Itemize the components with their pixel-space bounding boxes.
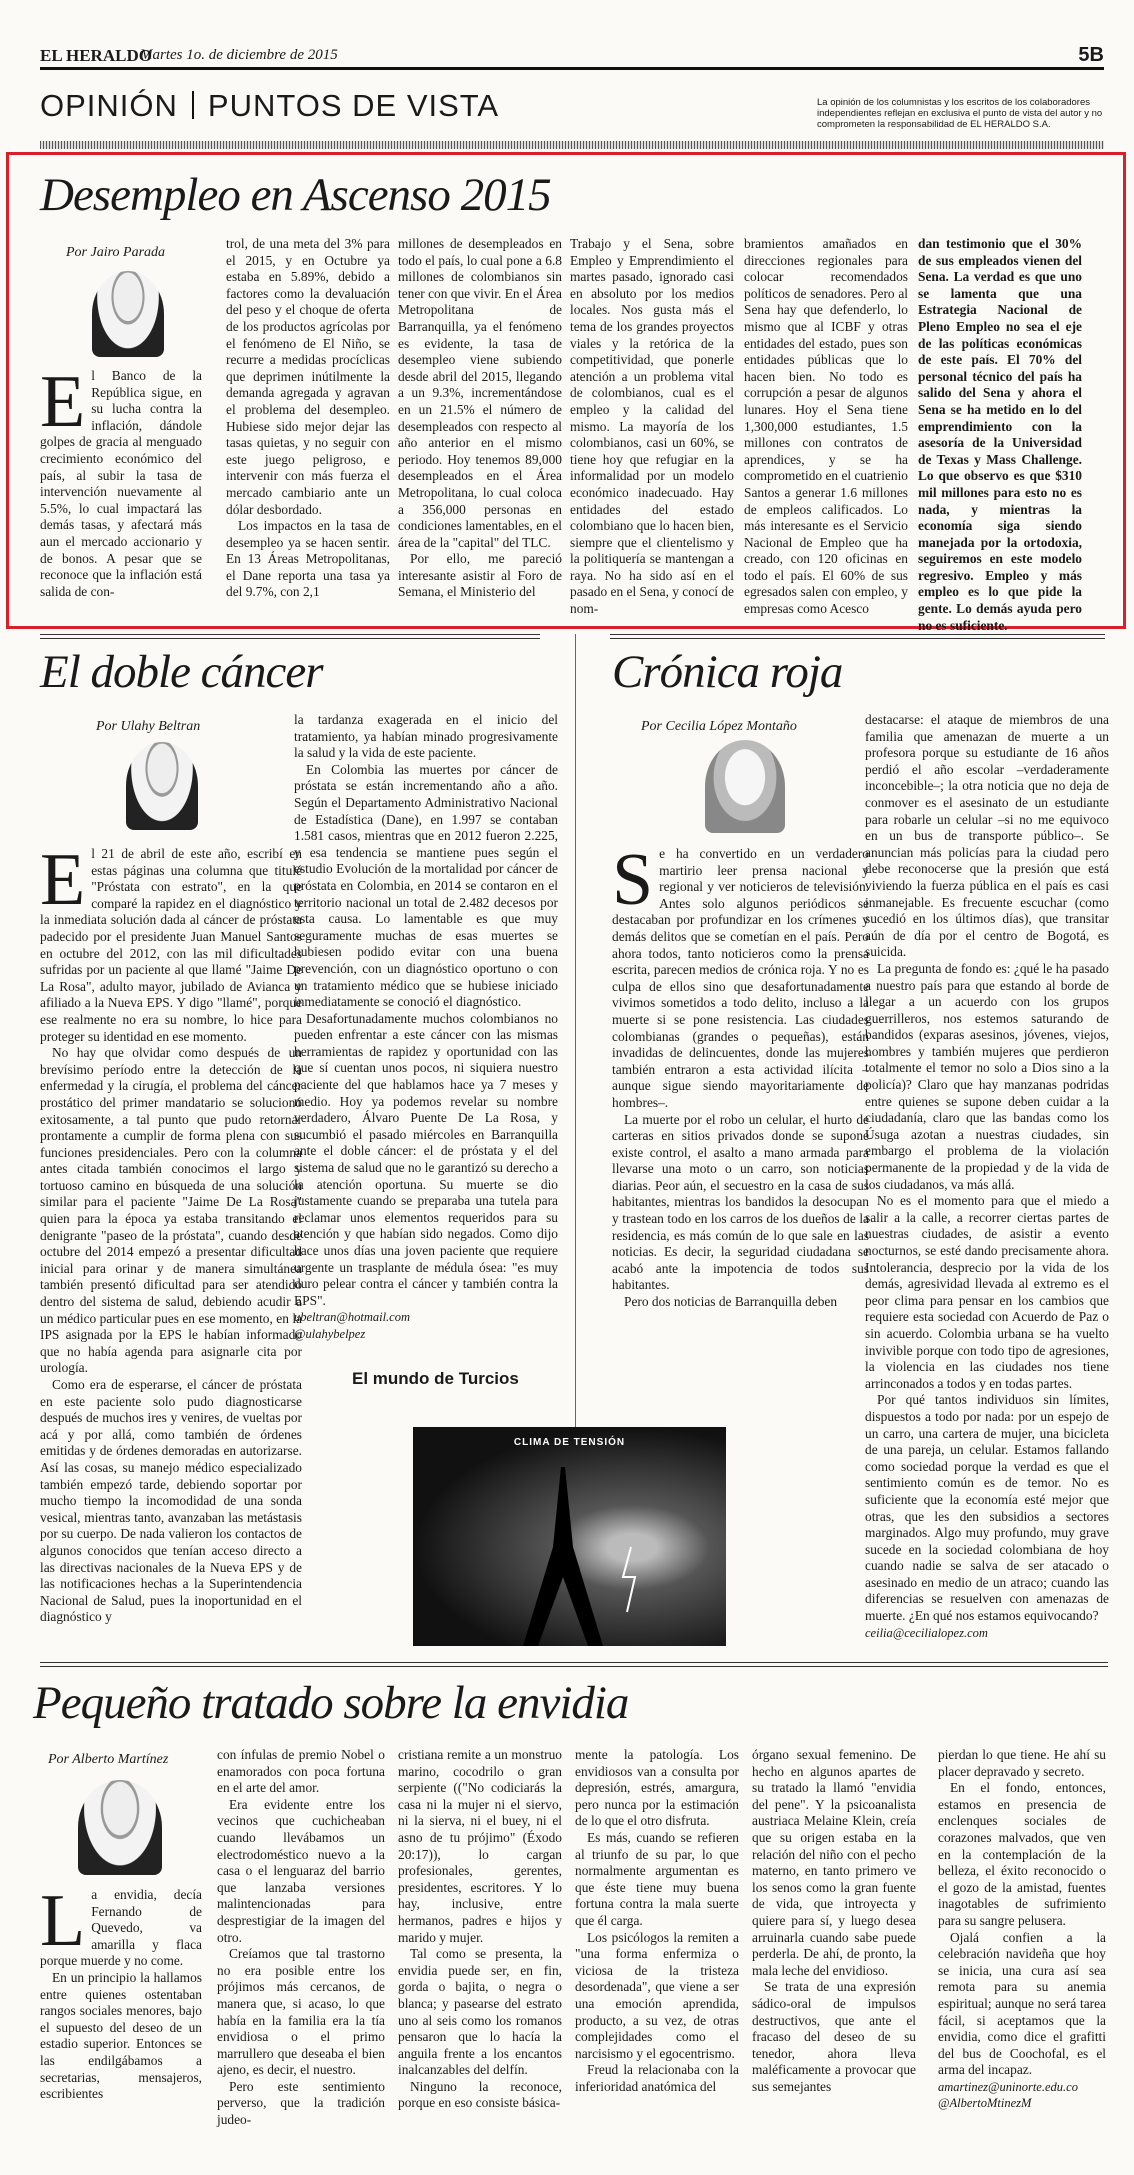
author-email[interactable]: ubeltran@hotmail.com [294, 1310, 411, 1325]
section-separator [192, 91, 194, 119]
paragraph: millones de desempleados en todo el país, lo cual pone a 6.8 millones de colombianos sin tener con que vivir. En el Área Metropolitana de Barranquilla, ya el fenómeno es evidente, la tasa de desempleo viene subiendo desde abril del 2015, llegando a un 9.3%, incrementándose en un 21.5% el número de desempleados con respecto al año anterior en el mismo periodo. Hoy tenemos 89,000 desempleados en el Área Metropolitana, lo cual coloca a 356,000 personas en condiciones lamentables, en el área de la "capital" del TLC. [398, 236, 562, 550]
paragraph: trol, de una meta del 3% para el 2015, y en Octubre ya estaba en 5.89%, debido a factores como la devaluación del peso y el choque de oferta de los productos agrícolas por el fenómeno de El Niño, se recurre a medidas procíclicas que deprimen inútilmente la demanda agregada y agravan el problema del desempleo. Hubiese sido mejor dejar las tasas quietas, y no seguir con este juego peligroso, e intervenir con más fuerza el mercado cambiario ante un dólar desbordado. [226, 236, 390, 517]
column-text [226, 236, 390, 624]
paragraph: Creíamos que tal trastorno no era posible entre los prójimos más cercanos, de manera que, si acaso, lo que había en la familia era la tía envidiosa o el primo marrullero que deseaba el bien ajeno, es decir, el nuestro. [217, 1946, 385, 2078]
paragraph: mente la patología. Los envidiosos van a consulta por depresión, estrés, amargura, pero nunca por la estimación de lo que el otro disfruta. [575, 1747, 739, 1829]
column-text [865, 712, 1109, 1640]
divider [610, 634, 1105, 639]
paragraph: l 21 de abril de este año, escribí en estas páginas una columna que titulé "Próstata con estrato", en la que comparé la rapidez en el diagnóstico y la inmediata solución dada al cáncer de próstata padecido por el presidente Juan Manuel Santos en octubre del 2012, con las mil dificultades sufridas por un paciente al que llamé "Jaime De La Rosa", adulto mayor, jubilado de Avianca y afiliado a la Nueva EPS. Y digo "llamé", porque ese realmente no era su nombre, lo hice para proteger su identidad en ese momento. [40, 846, 302, 1044]
article-title: Pequeño tratado sobre la envidia [33, 1677, 629, 1729]
masthead [40, 44, 1104, 70]
drop-cap: E [40, 839, 86, 921]
publication-name: EL HERALDO [40, 46, 152, 65]
paragraph: No hay que olvidar como después de un brevísimo período entre la detección de la enfermedad y la cirugía, el problema del cáncer prostático del primer mandatario se solucionó exitosamente, a tal punto que pudo retornar prontamente a cumplir de forma plena con sus funciones presidenciales. Pero con la columna antes citada también conocimos el largo y tortuoso camino en búsqueda de una solución similar para el paciente "Jaime De La Rosa" quien para la época ya estaba transitando el denigrante "paseo de la próstata", cuando desde octubre del 2014 empezó a presentar dificultad inicial para orinar y de manera simultánea también presentó dificultad para ser atendido dentro del sistema de salud, debiendo acudir a un médico particular pues en ese momento, en la IPS asignada por la EPS le habían informado que no había agenda para asignarle cita por urología. [40, 1045, 302, 1376]
cartoon-title: El mundo de Turcios [352, 1369, 519, 1388]
paragraph: Ninguno la reconoce, porque en eso consiste básica- [398, 2078, 562, 2111]
paragraph: destacarse: el ataque de miembros de una familia que amenazan de muerte a un profesora porque su estudiante de 16 años perdió el año escolar –verdaderamente inconcebible–; la otra noticia que no deja de conmover es el asesinato de un estudiante para robarle un celular –si no me equivoco en un bus de transporte público–. Se anuncian más policías para la ciudad pero debe reconocerse que la presión que está viviendo la fuerza pública en el país es casi inmanejable. Es frecuente escuchar (como sucedió en los últimos días), que transitar aún de día por el centro de Bogotá, es suicida. [865, 712, 1109, 960]
byline: Por Cecilia López Montaño [641, 719, 797, 734]
column-text [744, 236, 908, 624]
section-title [40, 88, 499, 124]
article-title: El doble cáncer [40, 646, 323, 698]
paragraph: En Colombia las muertes por cáncer de próstata se están incrementando año a año. Según el Departamento Administrativo Nacional de Estadística (Dane), en 1.997 se contaban 1.581 casos, mientras que en 2012 fueron 2.225, y esa tendencia se mantiene pues según el estudio Evolución de la mortalidad por cáncer de próstata en Colombia, en 2014 se contaron en el territorio nacional un total de 2.482 decesos por esta causa. Lo lamentable es que muy seguramente muchas de esas muertes se hubiesen podido evitar con una buena prevención, con un diagnóstico oportuno o con un tratamiento médico que se hubiese iniciado inmediatamente se conoció el diagnóstico. [294, 761, 558, 1010]
byline: Por Ulahy Beltran [96, 719, 201, 734]
divider [40, 1662, 1108, 1667]
paragraph: Ojalá confien a la celebración navideña que hoy se inicia, una cura así sea remota para su anemia espiritual; aunque no será tarea fácil, si aceptamos que la envidia, como dice el grafitti del bus de Coochofal, es el arma del incapaz. [938, 1929, 1106, 2078]
column-text [40, 361, 202, 621]
author-portrait [705, 740, 785, 833]
paragraph: la tardanza exagerada en el inicio del tratamiento, ya habían minado progresivamente la salud y la vida de este paciente. [294, 712, 558, 761]
section-puntos: PUNTOS DE VISTA [207, 88, 500, 123]
paragraph: No es el momento para que el miedo a salir a la calle, a recorrer ciertas partes de nuestras ciudades, de asistir a evento nocturnos, se esté dando precisamente ahora. Intolerancia, desprecio por la vida de los demás, agresividad llevada al extremo es el peor clima para pensar en los cambios que requiere esta sociedad con Acuerdo de Paz o sin acuerdo. Colombia urbana se ha vuelto invivible porque con todo tipo de agresiones, la violencia en las ciudades nos tiene arrinconados a todos y en todas partes. [865, 1193, 1109, 1391]
paragraph: Los psicólogos la remiten a "una forma enfermiza o viciosa de la tristeza desordenada", que viene a ser una emoción aprendida, producto, a su vez, de otras complejidades como el narcisismo y el egocentrismo. [575, 1929, 739, 2061]
paragraph: con ínfulas de premio Nobel o enamorados con poca fortuna en el arte del amor. [217, 1747, 385, 1796]
column-text [752, 1747, 916, 2170]
author-portrait [92, 271, 164, 357]
author-twitter[interactable]: @ulahybelpez [294, 1326, 366, 1341]
column-text [40, 839, 302, 1625]
paragraph: l Banco de la República sigue, en su lucha contra la inflación, dándole golpes de gracia al menguado crecimiento económico del país, al subir la tasa de intervención nuevamente al 5.5%, lo cual impactará las demás tasas, y afectará más aun el mercado accionario y de bonos. A pesar que se reconoce que la inflación está salida de con- [40, 368, 202, 599]
author-twitter[interactable]: @AlbertoMtinezM [938, 2096, 1032, 2111]
cartoon-caption: CLIMA DE TENSIÓN [513, 1437, 626, 1448]
disclaimer: La opinión de los columnistas y los escritos de los colaboradores independientes reflejan en exclusiva el punto de vista del autor y no comprometen la responsabilidad de EL HERALDO S.A. [817, 97, 1103, 130]
paragraph: cristiana remite a un monstruo marino, cocodrilo o gran serpiente (("No codiciarás la casa ni la mujer ni el siervo, ni la sierva, ni el buey, ni el asno de tu prójimo" (Éxodo 20:17)), lo cargan profesionales, gerentes, presidentes, escritores. Y lo hay, inclusive, entre hermanos, padres e hijos y marido y mujer. [398, 1747, 562, 1945]
paragraph: Trabajo y el Sena, sobre Empleo y Emprendimiento el martes pasado, ignorado casi en absoluto por los medios locales. Nos gusta más el tema de los grandes proyectos viales y la retórica de la competitividad, que ponerle atención a un problema vital de colombianos, cual es el empleo y la calidad del mismo. La mayoría de los colombianos, casi un 60%, se tiene hoy que refugiar en la informalidad por un modelo económico inadecuado. Hay entidades del estado colombiano que lo hacen bien, siempre que el clientelismo y la politiquería se mantengan a raya. No ha sido así en el pasado en el Sena, y conocí de nom- [570, 236, 734, 617]
paragraph: Pero dos noticias de Barranquilla deben [624, 1294, 838, 1310]
paragraph: órgano sexual femenino. De hecho en algunos apartes de su tratado la llamó "envidia del pene". Y la psicoanalista austriaca Melaine Klein, creía que su origen estaba en la relación del niño con el pecho materno, en tanto primero ve los senos como la gran fuente de vida, que introyecta y quiere para sí, y luego desea arruinarla cuando sabe puede perderla. De ahí, de pronto, la mala leche del envidioso. [752, 1747, 916, 1978]
author-email[interactable]: ceilia@cecilialopez.com [865, 1625, 988, 1640]
article-title: Desempleo en Ascenso 2015 [40, 169, 551, 221]
column-text [570, 236, 734, 624]
column-text [294, 712, 558, 1342]
paragraph: dan testimonio que el 30% de sus empleados vienen del Sena. La verdad es que uno se lamenta que una Estrategia Nacional de Pleno Empleo no sea el eje de las políticas económicas de este país. El 70% del personal técnico del país ha salido del Sena y ahora el Sena se ha metido en lo del emprendimiento con la asesoría de la Universidad de Texas y Mass Challenge. Lo que observo es que $310 mil millones para esto no es nada, y mientras la economía siga siendo manejada por la ortodoxia, seguiremos en este modelo regresivo. Empleo y más empleo es lo que pide la gente. Lo demás ayuda pero no es suficiente. [918, 236, 1082, 633]
drop-cap: L [40, 1880, 86, 1962]
paragraph: Los impactos en la tasa de desempleo ya se hacen sentir. En 13 Áreas Metropolitanas, el Dane reporta una tasa ya del 9.7%, con 2,1 [226, 518, 390, 600]
publication-date: Martes 1o. de diciembre de 2015 [140, 47, 338, 63]
paragraph: Tal como se presenta, la envidia puede ser, en fin, gorda o bajita, o negra o blanca; y pasearse del estrato uno al seis como los romanos pensaron que lo hacía la anguila frente a los encantos inalcanzables del delfín. [398, 1946, 562, 2078]
paragraph: Por qué tantos individuos sin límites, dispuestos a todo por nada: por un espejo de un carro, una cartera de mujer, una bicicleta de una pareja, un celular. Estamos fallando como sociedad porque la verdad es que el sentimiento común es de temor. No es suficiente que la economía esté mejor que otras, que les den subsidios a sectores marginados. Algo muy profundo, muy grave sucede en la sociedad colombiana de hoy cuando nadie se salva de ser atacado o asesinado en medio de un atraco; cuando las diferencias se resuelven con amenazas de muerte. ¿En qué nos estamos equivocando? [865, 1392, 1109, 1624]
paragraph: En el fondo, entonces, estamos en presencia de enclenques sociales de corazones malvados, que ven en la contemplación de la belleza, el éxito reconocido o el gozo de la amistad, fuentes inagotables de sufrimiento para su sangre pelusera. [938, 1780, 1106, 1928]
paragraph: Por ello, me pareció interesante asistir al Foro de Semana, el Ministerio del [398, 551, 562, 600]
column-text [612, 839, 869, 1616]
section-stripe [40, 141, 1104, 149]
paragraph: bramientos amañados en direcciones regionales para colocar recomendados políticos de senadores. Pero al Sena hay que defenderlo, lo mismo que al ICBF y otras entidades del estado, pues son entidades públicas que lo hacen bien. No todo es corrupción a pesar de algunos lunares. Hoy el Sena tiene 1,300,000 estudiantes, 1.5 millones con contratos de aprendices, y se ha comprometido en el cuatrienio Santos a generar 1.6 millones de empleos calificados. Lo más interesante es el Servicio Nacional de Empleo que ha creado, con 120 oficinas en todo el país. El 60% de sus egresados salen con empleo, y empresas como Acesco [744, 236, 908, 617]
article-title: Crónica roja [612, 646, 843, 698]
byline: Por Alberto Martínez [48, 1752, 169, 1767]
byline: Por Jairo Parada [66, 245, 166, 260]
paragraph: Como era de esperarse, el cáncer de próstata en este paciente solo pudo diagnosticarse después de muchos ires y venires, de vueltas por acá y por allá, como también de órdenes emitidas y de órdenes demoradas en autorizarse. Así las cosas, su manejo médico especializado también empezó tarde, debiendo soportar por mucho tiempo la incomodidad de una sonda vesical, mientras tanto, avanzaban las metástasis por su cuerpo. De nada valieron los contactos de algunos conocidos que tenían acceso directo a las directivas nacionales de la Nueva EPS y de las notificaciones hechas a la Superintendencia Nacional de Salud, pues la inoportunidad en el diagnóstico y [40, 1377, 302, 1625]
paragraph: La muerte por el robo un celular, el hurto de carteras en sitios privados donde se supone existe control, el asalto a mano armada para llevarse una moto o un carro, son noticias diarias. Peor aún, el secuestro en la casa de sus habitantes, mientras los bandidos la desocupan y trastean todo en los carros de los dueños de la residencia, es más común de lo que sale en las noticias. Es decir, la seguridad ciudadana se acabó ante la impotencia de todos sus habitantes. [612, 1111, 869, 1293]
paragraph: Pero este sentimiento perverso, que la tradición judeo- [217, 2078, 385, 2128]
drop-cap: S [612, 839, 654, 921]
paragraph: Se trata de una expresión sádico-oral de impulsos destructivos, que ante el fracaso del deseo de su tenedor, ahora lleva maléficamente a provocar que sus semejantes [752, 1979, 916, 2094]
paragraph: Freud la relacionaba con la inferioridad anatómica del [575, 2062, 739, 2094]
column-text [918, 236, 1082, 633]
paragraph: e ha convertido en un verdadero martirio leer prensa nacional y regional y ver noticieros de televisión. Antes solo algunos periódicos se destacaban por profundizar en los crímenes y demás delitos que se cometían en el país. Pero ahora todos, tanto noticieros como la prensa escrita, parecen medios de crónica roja. Y no es culpa de ellos sino que desafortunadamente vivimos sometidos a todo delito, incluso a la muerte si se pone resistencia. Las ciudades colombianas (grandes o pequeñas), están invadidas de delincuentes, donde las mujeres también entraron a esta actividad ilícita – aunque sigue siendo mayoritariamente de hombres–. [612, 846, 869, 1110]
paragraph: Era evidente entre los vecinos que cuchicheaban cuando llevábamos un electrodoméstico nuevo a la casa o el lenguaraz del barrio que lanzaba versiones malintencionadas para desprestigiar de la imagen del otro. [217, 1796, 385, 1945]
paragraph: Es más, cuando se refieren al triunfo de su par, lo que normalmente argumentan es que éste tiene muy buena fortuna contra la mala suerte que él carga. [575, 1829, 739, 1928]
author-portrait [126, 742, 198, 830]
section-opinion: OPINIÓN [40, 88, 178, 123]
divider [40, 634, 540, 639]
author-email[interactable]: amartinez@uninorte.edu.co [938, 2079, 1078, 2094]
column-text [575, 1747, 739, 2170]
drop-cap: E [40, 361, 86, 443]
paragraph: La pregunta de fondo es: ¿qué le ha pasado a nuestro país para que estando al borde de llegar a un acuerdo con los grupos guerrilleros, nos estemos saturando de bandidos (exparas asesinos, jóvenes, viejos, hombres y también mujeres que perdieron totalmente el temor no solo a Dios sino a la policía)? Claro que hay manzanas podridas entre quienes se supone deben cuidar a la ciudadanía, claro que las bandas como los Úsuga azotan a nuestras ciudades, sin embargo el problema de la violación permanente de la propiedad y de la vida de los ciudadanos, va más allá. [865, 960, 1109, 1192]
column-text [217, 1747, 385, 2170]
paragraph: a envidia, decía Fernando de Quevedo, va amarilla y flaca porque muerde y no come. [40, 1887, 202, 1969]
paragraph: pierdan lo que tiene. He ahí su placer depravado y secreto. [938, 1747, 1106, 1779]
paragraph: En un principio la hallamos entre quienes ostentaban rangos sociales menores, bajo el supuesto del deseo de un estadio superior. Entonces se las endilgábamos a secretarias, mensajeros, escribientes [40, 1969, 202, 2102]
column-text [398, 236, 562, 624]
column-text [398, 1747, 562, 2170]
page-number: 5B [1078, 44, 1104, 66]
author-portrait [78, 1780, 162, 1875]
paragraph: Desafortunadamente muchos colombianos no pueden enfrentar a este cáncer con las mismas herramientas de rapidez y oportunidad con las que sí cuentan unos pocos, ni siquiera nuestro paciente del que hablamos hace ya 7 meses y medio. Hoy ya podemos revelar su nombre verdadero, Álvaro Puente De La Rosa, y sucumbió el pasado miércoles en Barranquilla ante el doble cáncer: el de próstata y el del sistema de salud que no le garantizó su derecho a la atención oportuna. Su muerte se dio justamente cuando se preparaba una tutela para reclamar unos elementos requeridos para su atención y que habían sido negados. Como dijo hace unos días una joven paciente que requiere urgente un trasplante de médula ósea: "es muy duro pelear contra el cáncer y también contra la EPS". [294, 1010, 558, 1308]
column-text [40, 1880, 202, 2170]
column-text [938, 1747, 1106, 2170]
